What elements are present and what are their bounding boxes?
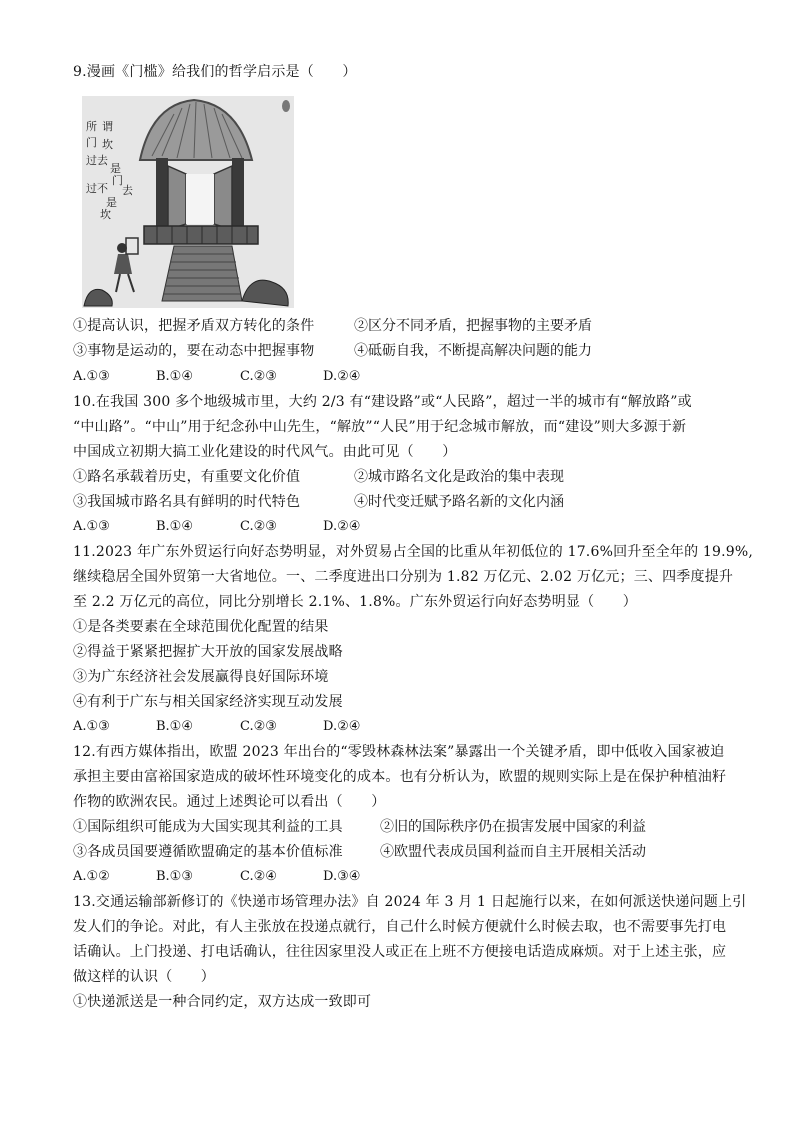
svg-text:坎: 坎	[102, 138, 113, 151]
q12-answer-a: A.①②	[73, 869, 110, 884]
q12-answer-c: C.②④	[240, 869, 277, 884]
q10-answer-a: A.①③	[73, 519, 110, 534]
q9-option-3: ③事物是运动的，要在动态中把握事物	[73, 343, 315, 359]
q9-answer-d: D.②④	[323, 369, 361, 384]
svg-text:所: 所	[86, 120, 97, 133]
q12-option-3: ③各成员国要遵循欧盟确定的基本价值标准	[73, 844, 343, 860]
q13-line-3: 话确认。上门投递、打电话确认，往往因家里没人或正在上班不方便接电话造成麻烦。对于上述主张，应	[73, 944, 727, 960]
q9-option-1: ①提高认识，把握矛盾双方转化的条件	[73, 318, 315, 334]
q9-answer-c: C.②③	[240, 369, 277, 384]
q10-option-1: ①路名承载着历史，有重要文化价值	[73, 469, 301, 485]
q10-line-2: “中山路”。“中山”用于纪念孙中山先生，“解放”“人民”用于纪念城市解放，而“建设”则大多源于新	[73, 419, 687, 435]
svg-text:谓: 谓	[102, 120, 113, 133]
q9-option-2: ②区分不同矛盾，把握事物的主要矛盾	[354, 318, 592, 334]
svg-text:门: 门	[86, 136, 97, 149]
q12-option-2: ②旧的国际秩序仍在损害发展中国家的利益	[380, 819, 646, 835]
threshold-cartoon	[82, 96, 294, 308]
q9-answer-a: A.①③	[73, 369, 110, 384]
q10-option-2: ②城市路名文化是政治的集中表现	[354, 469, 564, 485]
q10-line-3: 中国成立初期大搞工业化建设的时代风气。由此可见（ ）	[73, 444, 457, 460]
q10-option-4: ④时代变迁赋予路名新的文化内涵	[354, 494, 564, 510]
q10-answer-c: C.②③	[240, 519, 277, 534]
q12-answer-b: B.①③	[156, 869, 193, 884]
q12-line-2: 承担主要由富裕国家造成的破坏性环境变化的成本。也有分析认为，欧盟的规则实际上是在保护种植油籽	[73, 769, 727, 785]
q10-answer-b: B.①④	[156, 519, 193, 534]
q12-line-1: 12.有西方媒体指出，欧盟 2023 年出台的“零毁林森林法案”暴露出一个关键矛盾，即中低收入国家被迫	[73, 744, 725, 760]
q9-stem: 9.漫画《门槛》给我们的哲学启示是（ ）	[73, 64, 357, 80]
q13-line-4: 做这样的认识（ ）	[73, 969, 215, 985]
q10-option-3: ③我国城市路名具有鲜明的时代特色	[73, 494, 301, 510]
q11-line-2: 继续稳居全国外贸第一大省地位。一、二季度进出口分别为 1.82 万亿元、2.02 万亿元；三、四季度提升	[73, 569, 734, 585]
svg-text:坎: 坎	[100, 208, 111, 221]
q12-line-3: 作物的欧洲农民。通过上述舆论可以看出（ ）	[73, 794, 386, 810]
svg-text:门: 门	[112, 174, 123, 187]
q10-line-1: 10.在我国 300 多个地级城市里，大约 2/3 有“建设路”或“人民路”，超过一半的城市有“解放路”或	[73, 394, 692, 410]
q12-option-1: ①国际组织可能成为大国实现其利益的工具	[73, 819, 343, 835]
q9-option-4: ④砥砺自我，不断提高解决问题的能力	[354, 343, 592, 359]
svg-text:过不: 过不	[86, 182, 108, 195]
q11-answer-d: D.②④	[323, 719, 361, 734]
q11-option-2: ②得益于紧紧把握扩大开放的国家发展战略	[73, 644, 343, 660]
q12-option-4: ④欧盟代表成员国利益而自主开展相关活动	[380, 844, 646, 860]
q11-option-1: ①是各类要素在全球范围优化配置的结果	[73, 619, 329, 635]
q13-option-1: ①快递派送是一种合同约定，双方达成一致即可	[73, 994, 372, 1010]
q10-answer-d: D.②④	[323, 519, 361, 534]
q11-answer-a: A.①③	[73, 719, 110, 734]
q11-answer-c: C.②③	[240, 719, 277, 734]
svg-text:是: 是	[110, 162, 121, 175]
q13-line-1: 13.交通运输部新修订的《快递市场管理办法》自 2024 年 3 月 1 日起施行以来，在如何派送快递问题上引	[73, 894, 747, 910]
q13-line-2: 发人们的争论。对此，有人主张放在投递点就行，自己什么时候方便就什么时候去取，也不需要事先打电	[73, 919, 727, 935]
q11-answer-b: B.①④	[156, 719, 193, 734]
q11-option-3: ③为广东经济社会发展赢得良好国际环境	[73, 669, 329, 685]
q12-answer-d: D.③④	[323, 869, 361, 884]
q11-line-1: 11.2023 年广东外贸运行向好态势明显，对外贸易占全国的比重从年初低位的 17.6%回升至全年的 19.9%,	[73, 544, 754, 560]
svg-text:是: 是	[106, 196, 117, 209]
q11-line-3: 至 2.2 万亿元的高位，同比分别增长 2.1%、1.8%。广东外贸运行向好态势明显（ ）	[73, 594, 637, 610]
svg-text:去: 去	[122, 184, 133, 197]
q11-option-4: ④有利于广东与相关国家经济实现互动发展	[73, 694, 343, 710]
svg-text:过去: 过去	[86, 154, 108, 167]
q9-answer-b: B.①④	[156, 369, 193, 384]
